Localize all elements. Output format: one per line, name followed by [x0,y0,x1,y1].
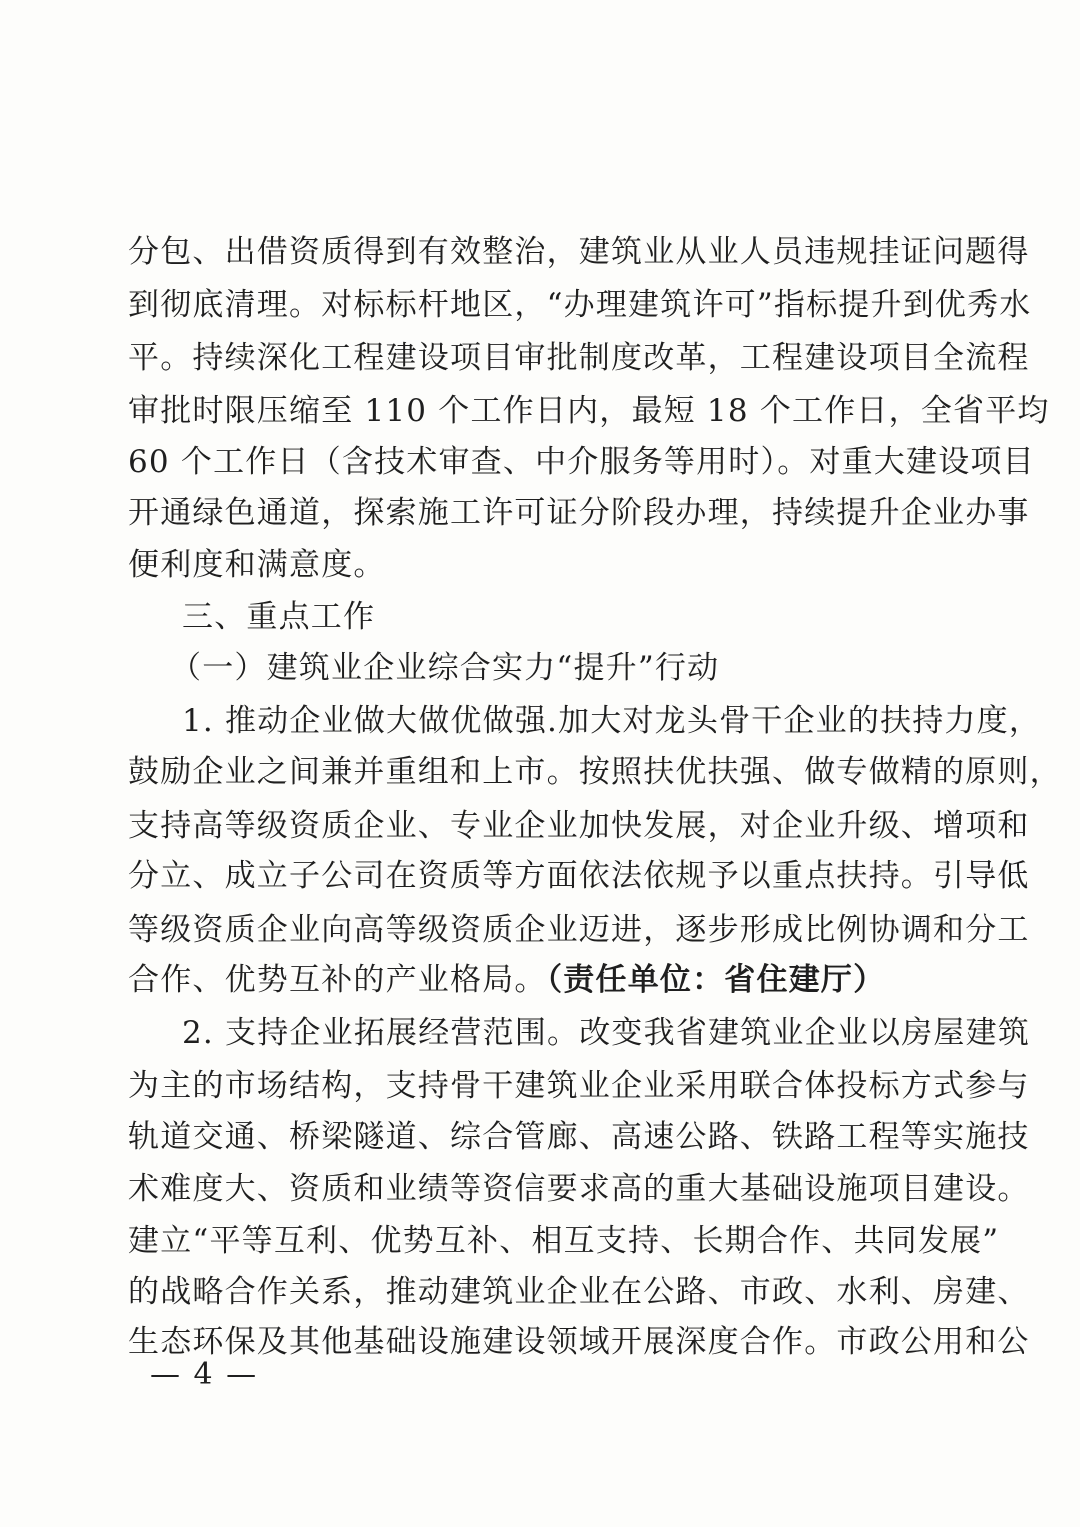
item-1-line: 支持高等级资质企业、专业企业加快发展，对企业升级、增项和 [128,808,1030,844]
responsibility-note: （责任单位：省住建厅） [546,962,886,998]
section-heading: 三、重点工作 [182,599,376,635]
paragraph-line: 平。持续深化工程建设项目审批制度改革，工程建设项目全流程 [128,340,1030,376]
paragraph-line: 审批时限压缩至 110 个工作日内，最短 18 个工作日，全省平均 [128,393,1050,429]
item-1-line: 等级资质企业向高等级资质企业迈进，逐步形成比例协调和分工 [128,912,1030,948]
item-1-line: 分立、成立子公司在资质等方面依法依规予以重点扶持。引导低 [128,858,1030,894]
item-2-line: 生态环保及其他基础设施建设领域开展深度合作。市政公用和公 [128,1324,1030,1360]
item-2-line: 的战略合作关系，推动建筑业企业在公路、市政、水利、房建、 [128,1274,1030,1310]
item-2-line: 2. 支持企业拓展经营范围。改变我省建筑业企业以房屋建筑 [182,1015,1031,1051]
item-2-line: 建立“平等互利、优势互补、相互支持、长期合作、共同发展” [128,1223,1000,1259]
paragraph-line: 60 个工作日（含技术审查、中介服务等用时）。对重大建设项目 [128,444,1035,480]
paragraph-line: 分包、出借资质得到有效整治，建筑业从业人员违规挂证问题得 [128,234,1030,270]
item-1-last-line [128,960,885,1000]
paragraph-line: 开通绿色通道，探索施工许可证分阶段办理，持续提升企业办事 [128,495,1030,531]
item-2-line: 术难度大、资质和业绩等资信要求高的重大基础设施项目建设。 [128,1171,1030,1207]
paragraph-line: 到彻底清理。对标标杆地区，“办理建筑许可”指标提升到优秀水 [128,287,1032,323]
item-2-line: 轨道交通、桥梁隧道、综合管廊、高速公路、铁路工程等实施技 [128,1119,1030,1155]
paragraph-line: 便利度和满意度。 [128,547,386,583]
page-number: — 4 — [150,1357,259,1392]
item-2-line: 为主的市场结构，支持骨干建筑业企业采用联合体投标方式参与 [128,1068,1030,1104]
item-1-line: 1. 推动企业做大做优做强.加大对龙头骨干企业的扶持力度， [182,703,1042,739]
subsection-heading: （一）建筑业企业综合实力“提升”行动 [170,650,720,686]
item-1-text: 合作、优势互补的产业格局。 [128,962,547,998]
item-1-line: 鼓励企业之间兼并重组和上市。按照扶优扶强、做专做精的原则， [128,754,1062,790]
